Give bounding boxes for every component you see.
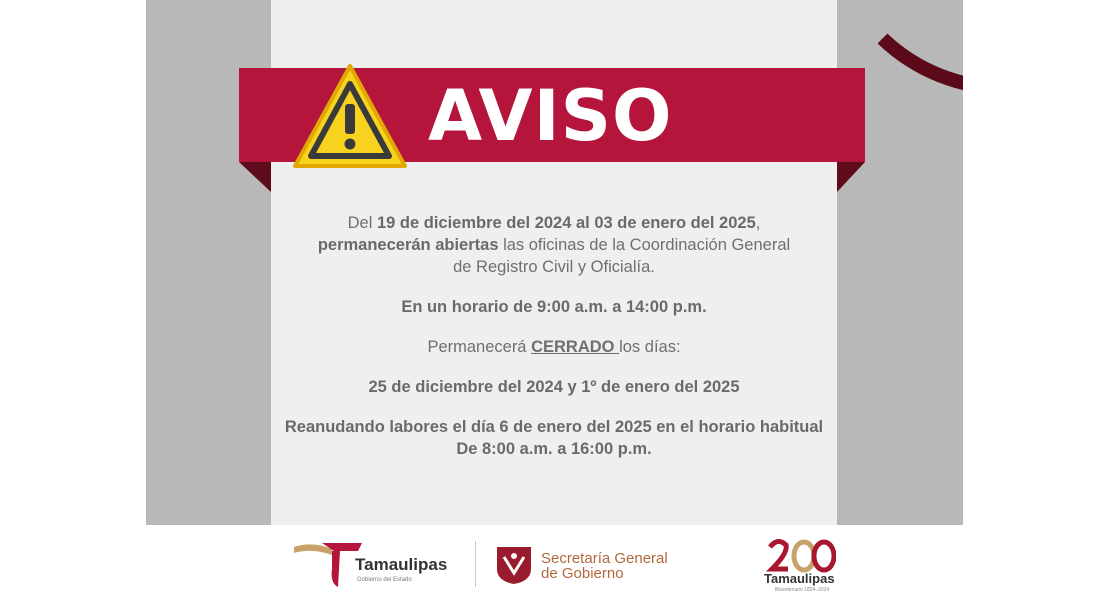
resume-text: Reanudando labores el día 6 de enero del 2025 en el horario habitual De 8:00 a.m. a 16:00 p.m.	[284, 418, 824, 458]
tamaulipas-logo	[292, 539, 362, 589]
bicentenario-logo	[766, 537, 836, 573]
notice-body	[271, 212, 837, 460]
footer-divider	[475, 541, 476, 587]
closed-days-text: 25 de diciembre del 2024 y 1º de enero del 2025	[368, 378, 740, 396]
bicentenario-subtitle: Bicentenario 1824–2024	[775, 587, 830, 593]
warning-icon	[291, 60, 409, 172]
hours-text: En un horario de 9:00 a.m. a 14:00 p.m.	[401, 298, 707, 316]
closed-text: Permanecerá CERRADO los días:	[427, 338, 681, 356]
bicentenario-name: Tamaulipas	[764, 571, 835, 586]
ribbon-fold-right	[837, 162, 865, 192]
footer	[146, 525, 963, 600]
secretaria-logo	[495, 545, 533, 585]
paragraph-dates: Del 19 de diciembre del 2024 al 03 de enero del 2025, permanecerán abiertas las oficinas de la Coordinación General de Registro Civil y Oficialía.	[317, 214, 791, 276]
page-title: AVISO	[428, 75, 673, 157]
tamaulipas-name: Tamaulipas	[355, 555, 448, 574]
notice-poster	[146, 0, 963, 600]
secretaria-name: Secretaría General de Gobierno	[541, 550, 668, 582]
ribbon-fold-left	[239, 162, 271, 192]
tamaulipas-subtitle: Gobierno del Estado	[357, 577, 412, 583]
